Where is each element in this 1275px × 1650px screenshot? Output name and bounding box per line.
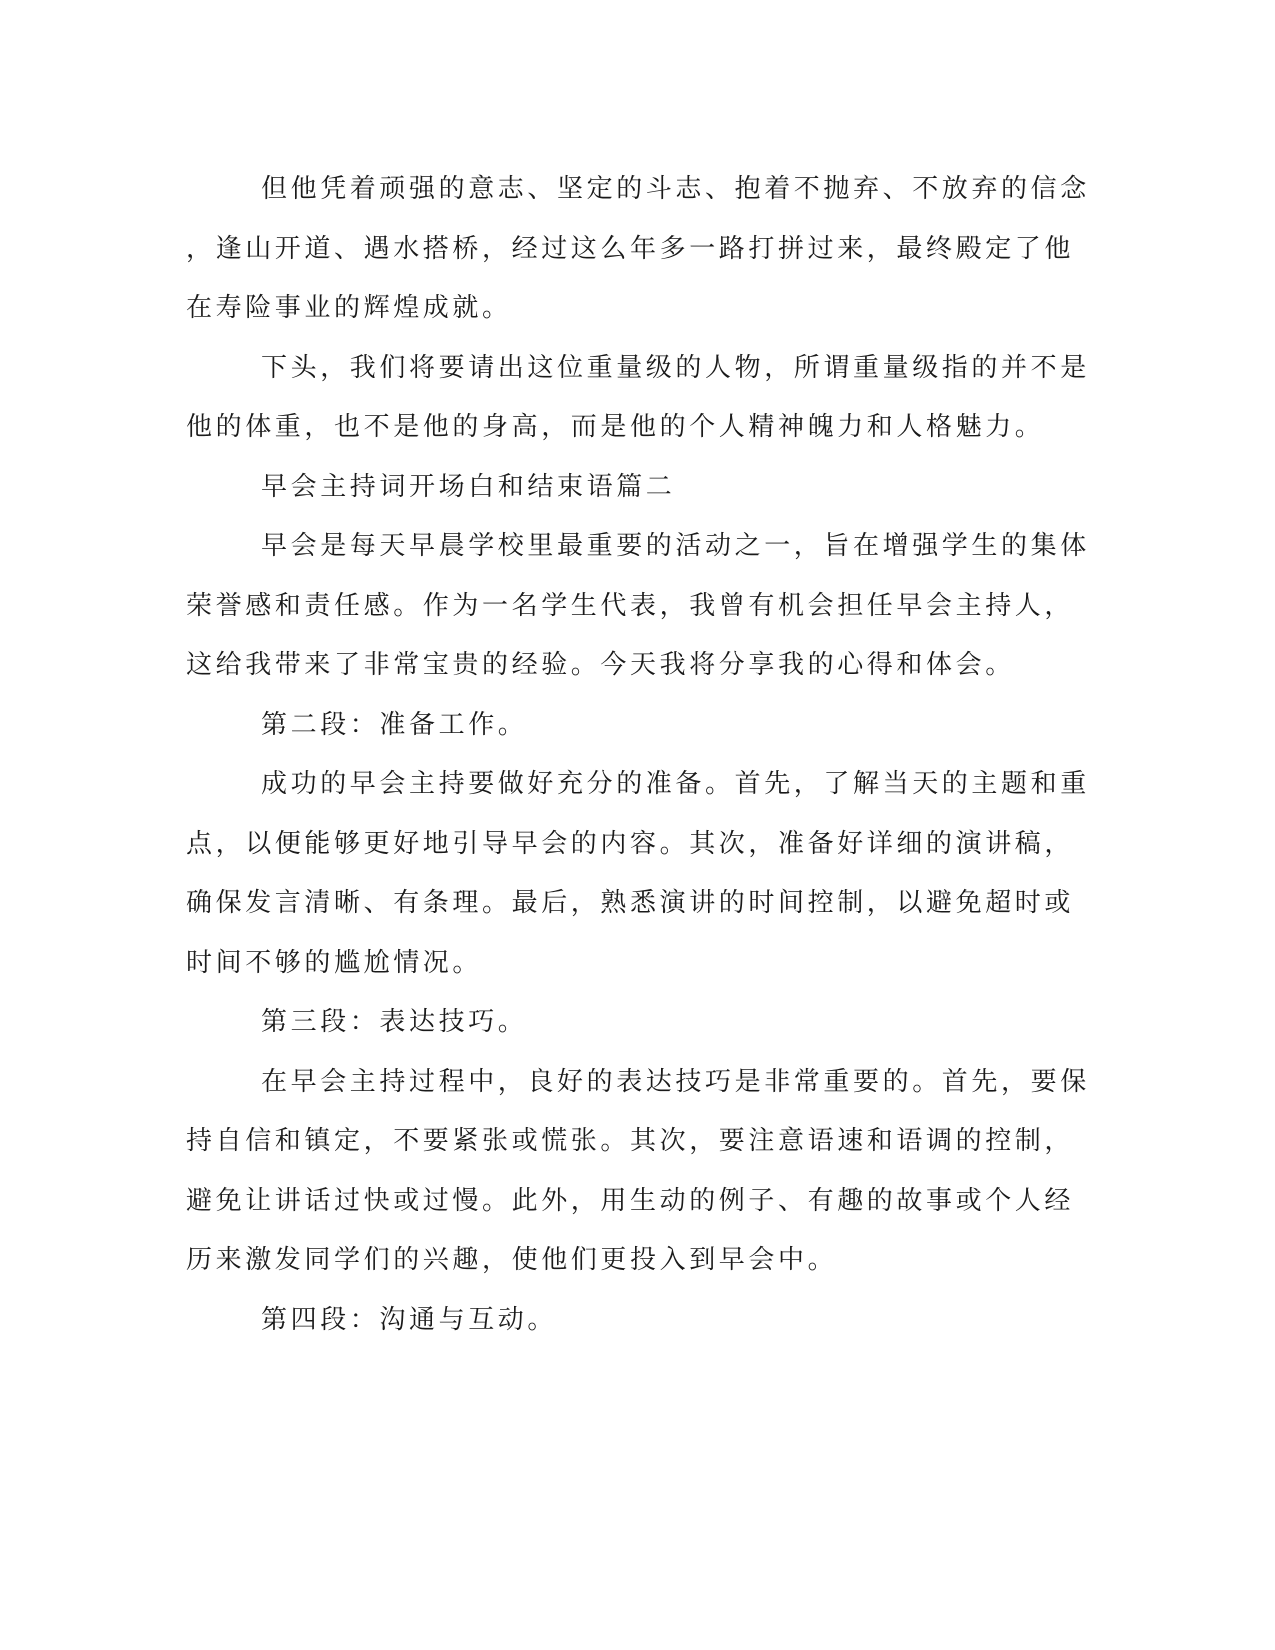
text-line: 时间不够的尴尬情况。 xyxy=(186,947,483,978)
text-line: 早会是每天早晨学校里最重要的活动之一，旨在增强学生的集体 xyxy=(261,531,1090,561)
text-line: 持自信和镇定，不要紧张或慌张。其次，要注意语速和语调的控制， xyxy=(186,1126,1075,1156)
text-line: 在早会主持过程中，良好的表达技巧是非常重要的。首先，要保 xyxy=(261,1066,1090,1097)
text-line: 荣誉感和责任感。作为一名学生代表，我曾有机会担任早会主持人， xyxy=(186,590,1075,621)
text-line: ，逢山开道、遇水搭桥，经过这么年多一路打拼过来，最终殿定了他 xyxy=(186,233,1075,264)
text-line: 点，以便能够更好地引导早会的内容。其次，准备好详细的演讲稿， xyxy=(186,828,1075,859)
text-line: 他的体重，也不是他的身高，而是他的个人精神魄力和人格魅力。 xyxy=(186,412,1045,442)
section-heading: 第四段：沟通与互动。 xyxy=(261,1304,558,1335)
text-line: 避免让讲话过快或过慢。此外，用生动的例子、有趣的故事或个人经 xyxy=(186,1185,1075,1216)
text-line: 历来激发同学们的兴趣，使他们更投入到早会中。 xyxy=(186,1245,838,1275)
section-heading: 第二段：准备工作。 xyxy=(261,709,528,740)
document-body xyxy=(186,160,1090,1350)
section-heading: 第三段：表达技巧。 xyxy=(261,1007,528,1037)
text-line: 确保发言清晰、有条理。最后，熟悉演讲的时间控制，以避免超时或 xyxy=(186,888,1075,918)
text-line: 成功的早会主持要做好充分的准备。首先，了解当天的主题和重 xyxy=(261,769,1090,799)
text-line: 在寿险事业的辉煌成就。 xyxy=(186,293,512,323)
text-line: 这给我带来了非常宝贵的经验。今天我将分享我的心得和体会。 xyxy=(186,650,1015,680)
text-line: 但他凭着顽强的意志、坚定的斗志、抱着不抛弃、不放弃的信念 xyxy=(261,174,1090,204)
section-heading: 早会主持词开场白和结束语篇二 xyxy=(261,471,676,502)
text-line: 下头，我们将要请出这位重量级的人物，所谓重量级指的并不是 xyxy=(261,352,1090,383)
